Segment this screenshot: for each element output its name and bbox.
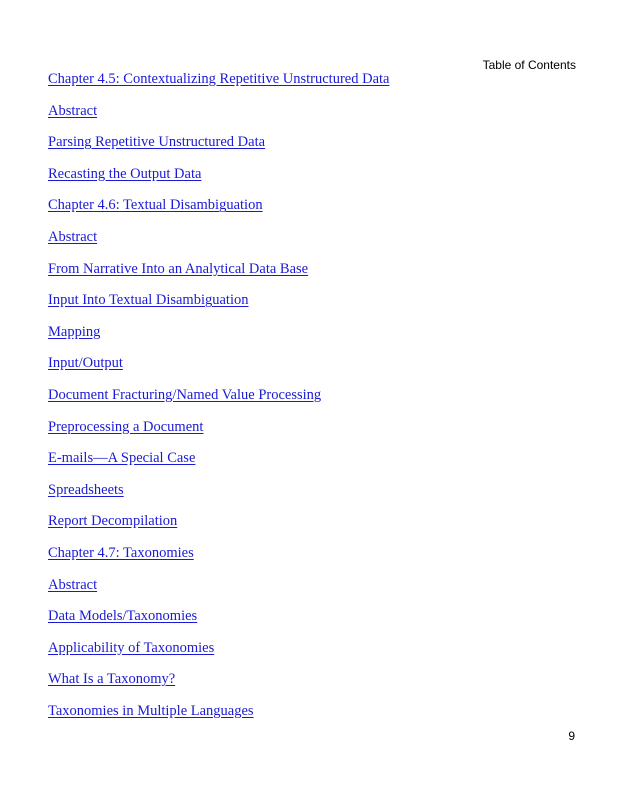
toc-link-chapter-4-5[interactable]: Chapter 4.5: Contextualizing Repetitive Unstructured Data — [48, 71, 390, 87]
toc-link-input-into-textual-disambiguation[interactable]: Input Into Textual Disambiguation — [48, 292, 249, 309]
toc-link-chapter-4-6[interactable]: Chapter 4.6: Textual Disambiguation — [48, 197, 263, 214]
toc-item — [48, 68, 389, 100]
toc-link-spreadsheets[interactable]: Spreadsheets — [48, 481, 124, 498]
toc-link-chapter-4-7[interactable]: Chapter 4.7: Taxonomies — [48, 544, 194, 561]
running-header-title: Table of Contents — [482, 58, 576, 72]
toc-link-document-fracturing[interactable]: Document Fracturing/Named Value Processing — [48, 386, 322, 403]
toc-item — [48, 700, 389, 732]
toc-link-taxonomies-multiple-languages[interactable]: Taxonomies in Multiple Languages — [48, 702, 254, 719]
toc-item — [48, 384, 389, 416]
toc-item — [48, 321, 389, 353]
toc-link-applicability-of-taxonomies[interactable]: Applicability of Taxonomies — [48, 639, 215, 656]
toc-item — [48, 194, 389, 226]
page-number: 9 — [568, 729, 575, 743]
toc-link-recasting-output-data[interactable]: Recasting the Output Data — [48, 165, 202, 182]
toc-item — [48, 416, 389, 448]
toc-item — [48, 100, 389, 132]
toc-item — [48, 352, 389, 384]
toc-list — [48, 68, 389, 731]
toc-item — [48, 258, 389, 290]
toc-item — [48, 574, 389, 606]
toc-item — [48, 447, 389, 479]
toc-link-from-narrative[interactable]: From Narrative Into an Analytical Data Base — [48, 260, 309, 277]
toc-item — [48, 131, 389, 163]
toc-link-parsing-repetitive-unstructured-data[interactable]: Parsing Repetitive Unstructured Data — [48, 134, 266, 151]
toc-link-emails-special-case[interactable]: E-mails—A Special Case — [48, 450, 196, 467]
toc-item — [48, 226, 389, 258]
toc-item — [48, 510, 389, 542]
toc-link-data-models-taxonomies[interactable]: Data Models/Taxonomies — [48, 608, 198, 625]
toc-item — [48, 605, 389, 637]
toc-item — [48, 668, 389, 700]
toc-item — [48, 479, 389, 511]
toc-link-report-decompilation[interactable]: Report Decompilation — [48, 513, 178, 530]
toc-link-abstract-4-6[interactable]: Abstract — [48, 228, 98, 245]
toc-link-what-is-a-taxonomy[interactable]: What Is a Taxonomy? — [48, 671, 176, 688]
toc-item — [48, 163, 389, 195]
toc-link-abstract-4-5[interactable]: Abstract — [48, 102, 98, 119]
toc-item — [48, 637, 389, 669]
toc-link-input-output[interactable]: Input/Output — [48, 355, 123, 372]
toc-link-preprocessing-document[interactable]: Preprocessing a Document — [48, 418, 204, 435]
toc-item — [48, 289, 389, 321]
toc-item — [48, 542, 389, 574]
toc-link-mapping[interactable]: Mapping — [48, 323, 101, 340]
toc-link-abstract-4-7[interactable]: Abstract — [48, 576, 98, 593]
